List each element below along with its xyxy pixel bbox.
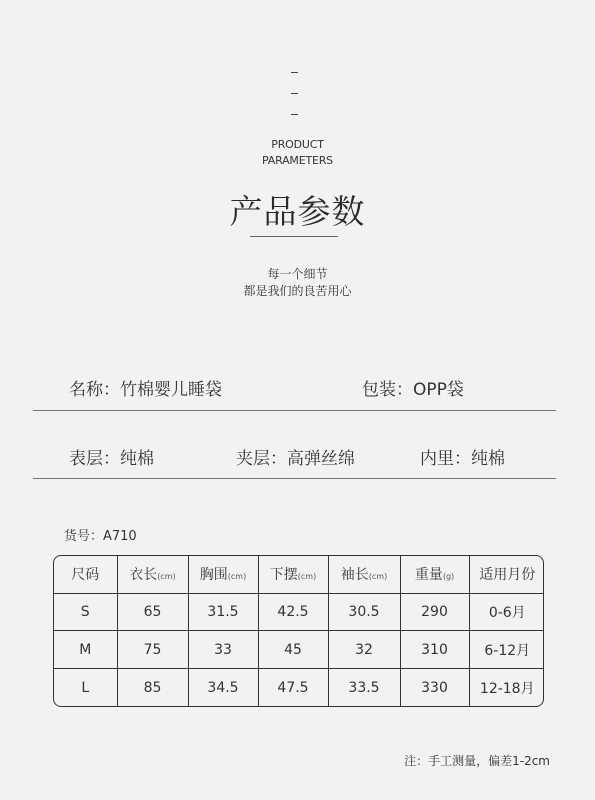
english-title-line1: PRODUCT [271,138,324,151]
table-row [54,631,544,669]
cell-length: 75 [117,631,188,669]
cell-age: 12-18月 [479,680,535,697]
packaging: 包装：OPP袋 [362,380,464,400]
english-title-line2: PARAMETERS [262,154,333,167]
cell-chest: 34.5 [188,669,258,706]
header-size: 尺码 [54,556,117,593]
header-age: 适用月份 [469,556,544,593]
cell-age: 6-12月 [469,631,544,669]
item-number: 货号：A710 [64,529,137,544]
cell-length: 65 [117,593,188,631]
cell-chest: 31.5 [188,593,258,631]
slogan-line2: 都是我们的良苦用心 [243,284,352,298]
middle-layer: 夹层：高弹丝绵 [236,449,355,469]
decorative-dash [291,93,298,94]
cell-sleeve: 33.5 [328,669,400,706]
header-hem: 下摆(cm) [258,556,328,593]
cell-weight: 330 [400,669,469,706]
cell-size: M [54,631,117,669]
table-row [54,669,544,706]
cell-length: 85 [117,669,188,706]
cell-chest: 33 [188,631,258,669]
page-title: 产品参数 [229,192,366,231]
header-weight: 重量(g) [400,556,469,593]
cell-size: L [54,669,117,706]
outer-layer: 表层：纯棉 [69,449,154,469]
cell-hem: 47.5 [258,669,328,706]
cell-weight: 290 [400,593,469,631]
table-header-row [54,556,544,593]
title-underline [250,236,338,237]
cell-hem: 42.5 [258,593,328,631]
cell-sleeve: 32 [328,631,400,669]
inner-lining: 内里：纯棉 [420,449,505,469]
decorative-dash [291,114,298,115]
size-table [53,555,544,707]
header-length: 衣长(cm) [117,556,188,593]
cell-sleeve: 30.5 [328,593,400,631]
decorative-dash [291,72,298,73]
measurement-note: 注：手工测量，偏差1-2cm [404,754,550,768]
cell-size: S [54,593,117,631]
slogan-line1: 每一个细节 [267,267,328,281]
header-chest: 胸围(cm) [188,556,258,593]
cell-weight: 310 [400,631,469,669]
table-row [54,593,544,631]
header-sleeve: 袖长(cm) [328,556,400,593]
cell-hem: 45 [258,631,328,669]
divider [33,410,556,411]
divider [33,478,556,479]
cell-age: 0-6月 [469,593,544,631]
product-name: 名称：竹棉婴儿睡袋 [69,380,222,400]
